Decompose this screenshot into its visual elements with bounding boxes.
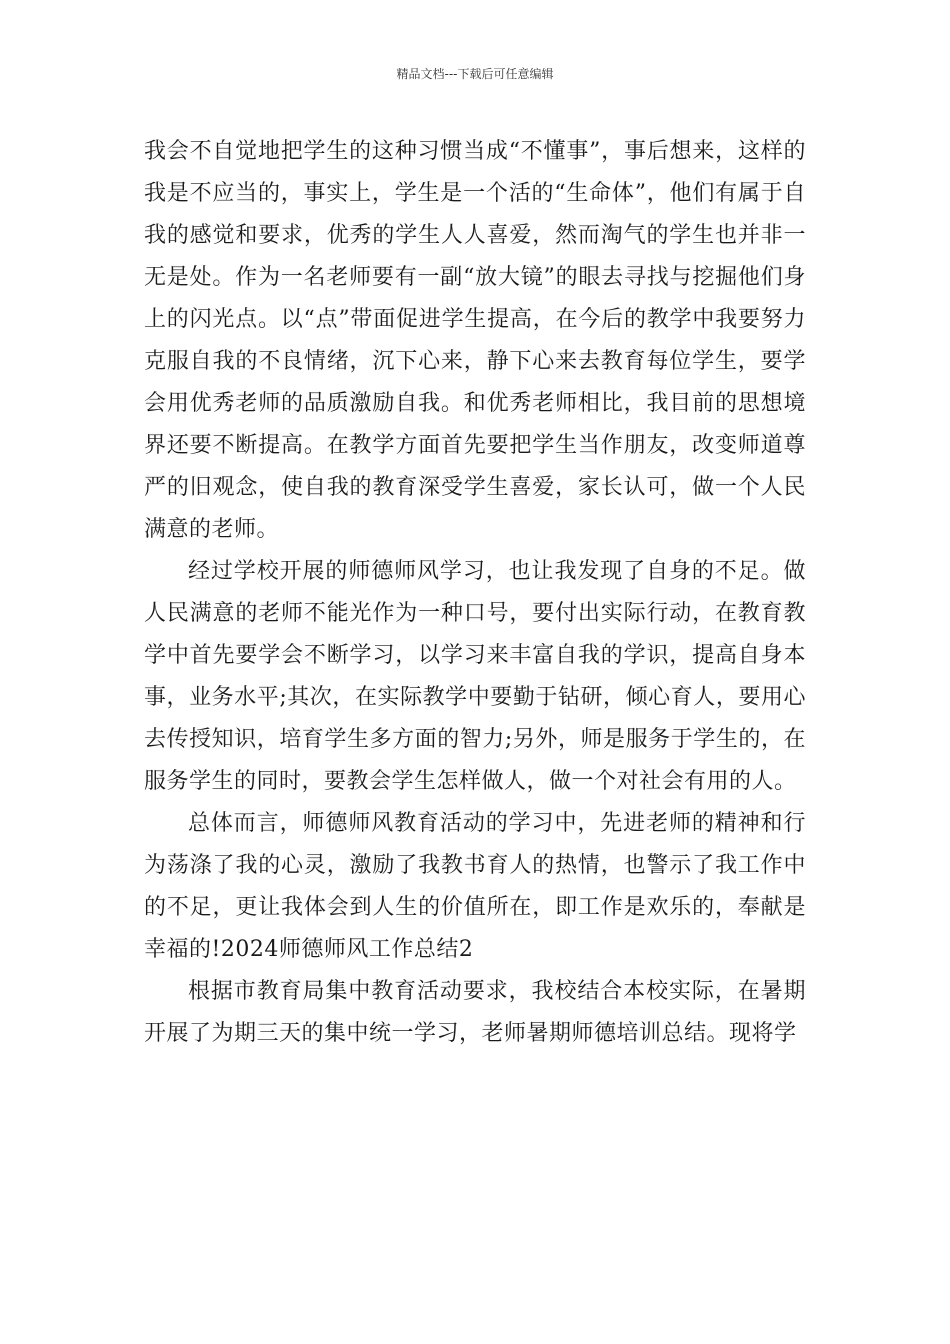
- paragraph-conclusion: 总体而言，师德师风教育活动的学习中，先进老师的精神和行为荡涤了我的心灵，激励了我教书育人的热情，也警示了我工作中的不足，更让我体会到人生的价值所在，即工作是欢乐的，奉献是幸福的!2024师德师风工作总结2: [144, 811, 806, 962]
- page-header: 精品文档---下载后可任意编辑: [396, 67, 554, 81]
- paragraph-continuation: 我会不自觉地把学生的这种习惯当成“不懂事”，事后想来，这样的我是不应当的，事实上，学生是一个活的“生命体”，他们有属于自我的感觉和要求，优秀的学生人人喜爱，然而淘气的学生也并非一无是处。作为一名老师要有一副“放大镜”的眼去寻找与挖掘他们身上的闪光点。以“点”带面促进学生提高，在今后的教学中我要努力克服自我的不良情绪，沉下心来，静下心来去教育每位学生，要学会用优秀老师的品质激励自我。和优秀老师相比，我目前的思想境界还要不断提高。在教学方面首先要把学生当作朋友，改变师道尊严的旧观念，使自我的教育深受学生喜爱，家长认可，做一个人民满意的老师。: [144, 139, 806, 542]
- paragraph-summary-2-intro: 根据市教育局集中教育活动要求，我校结合本校实际，在暑期开展了为期三天的集中统一学习，老师暑期师德培训总结。现将学: [144, 979, 806, 1046]
- document-body: [144, 131, 806, 1055]
- paragraph-self-reflection: 经过学校开展的师德师风学习，也让我发现了自身的不足。做人民满意的老师不能光作为一种口号，要付出实际行动，在教育教学中首先要学会不断学习，以学习来丰富自我的学识，提高自身本事，业务水平;其次，在实际教学中要勤于钻研，倾心育人，要用心去传授知识，培育学生多方面的智力;另外，师是服务于学生的，在服务学生的同时，要教会学生怎样做人，做一个对社会有用的人。: [144, 559, 806, 794]
